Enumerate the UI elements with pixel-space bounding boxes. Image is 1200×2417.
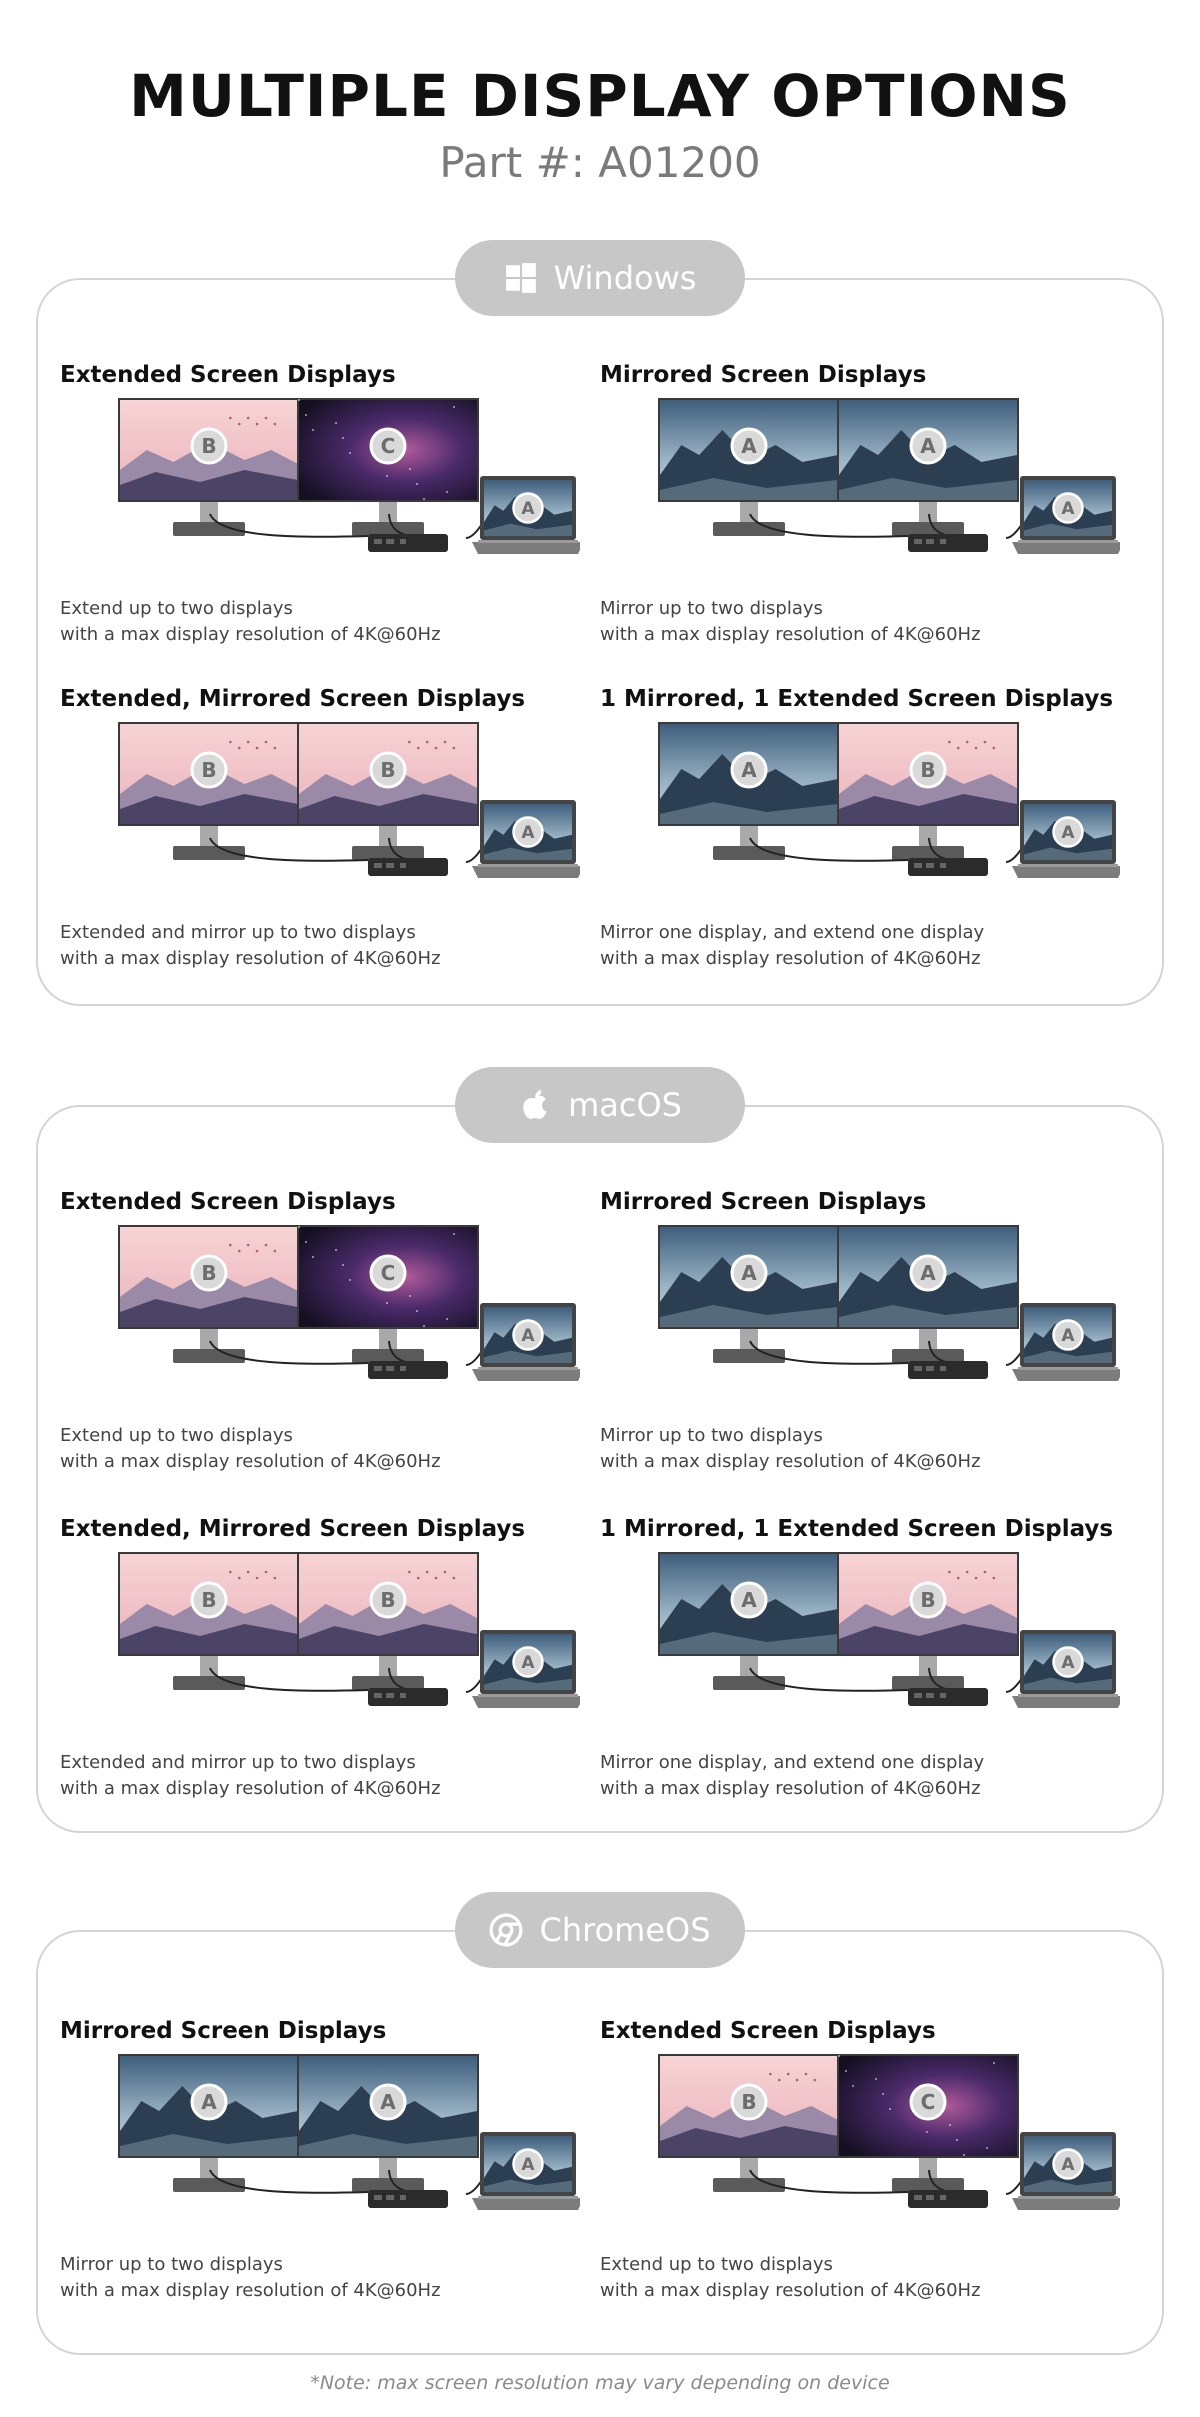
header-title: MULTIPLE DISPLAY OPTIONS: [129, 62, 1071, 130]
laptop: [1012, 476, 1120, 554]
monitor-stand: [713, 1329, 785, 1363]
svg-text:A: A: [521, 1652, 535, 1673]
os-pill-macos: [455, 1067, 745, 1143]
laptop: [1012, 1630, 1120, 1708]
option-illustration: [100, 1225, 580, 1405]
docking-station: [368, 858, 448, 876]
option-title: 1 Mirrored, 1 Extended Screen Displays: [600, 686, 1114, 712]
svg-text:A: A: [741, 758, 757, 782]
cable: [466, 2180, 482, 2194]
svg-text:A: A: [521, 1325, 535, 1346]
svg-text:A: A: [1061, 498, 1075, 519]
description-line-1: Extend up to two displays: [600, 2254, 833, 2275]
svg-text:A: A: [380, 2090, 396, 2114]
docking-station: [908, 858, 988, 876]
monitor-stand: [892, 1656, 964, 1690]
monitor-1: [658, 2054, 840, 2158]
svg-text:A: A: [521, 498, 535, 519]
svg-text:A: A: [741, 1588, 757, 1612]
cable: [1006, 1351, 1022, 1365]
monitor-1-badge: [732, 2085, 766, 2119]
monitor-stand: [173, 2158, 245, 2192]
laptop: [1012, 2132, 1120, 2210]
display-setup-illustration: [640, 1552, 1120, 1728]
cable: [1006, 848, 1022, 862]
monitor-1-badge: [732, 753, 766, 787]
option-description: [600, 920, 1160, 972]
monitor-1: [658, 1225, 840, 1329]
svg-text:A: A: [741, 1261, 757, 1285]
option-title: Mirrored Screen Displays: [600, 1189, 927, 1215]
cable: [466, 524, 482, 538]
monitor-1-badge: [192, 753, 226, 787]
option-illustration: [640, 1552, 1120, 1732]
svg-text:A: A: [521, 822, 535, 843]
display-setup-illustration: [100, 1552, 580, 1728]
option-illustration: [640, 398, 1120, 578]
laptop-badge: [1054, 494, 1083, 523]
monitor-2-badge: [911, 1256, 945, 1290]
monitor-1-badge: [192, 429, 226, 463]
cable: [466, 1678, 482, 1692]
svg-text:A: A: [201, 2090, 217, 2114]
description-line-2: with a max display resolution of 4K@60Hz: [600, 2280, 981, 2301]
monitor-2: [837, 2054, 1019, 2158]
docking-station: [368, 534, 448, 552]
laptop-badge: [1054, 1648, 1083, 1677]
description-line-2: with a max display resolution of 4K@60Hz: [600, 1778, 981, 1799]
apple-icon: [518, 1088, 552, 1122]
svg-text:B: B: [201, 434, 217, 458]
docking-station: [368, 2190, 448, 2208]
option-title: Mirrored Screen Displays: [60, 2018, 387, 2044]
description-line-2: with a max display resolution of 4K@60Hz: [600, 948, 981, 969]
monitor-1: [118, 398, 300, 502]
monitor-2-badge: [911, 1583, 945, 1617]
monitor-stand: [892, 1329, 964, 1363]
option-description: [60, 1423, 620, 1475]
svg-text:B: B: [920, 758, 936, 782]
part-number: Part #: A01200: [439, 138, 761, 187]
monitor-2-badge: [911, 429, 945, 463]
monitor-1: [658, 398, 840, 502]
laptop-badge: [514, 2150, 543, 2179]
monitor-1-badge: [192, 1583, 226, 1617]
option-description: [60, 2252, 620, 2304]
laptop: [472, 1303, 580, 1381]
option-description: [600, 1750, 1160, 1802]
monitor-2: [837, 1552, 1019, 1656]
monitor-2: [297, 722, 479, 826]
monitor-stand: [713, 502, 785, 536]
monitor-stand: [713, 2158, 785, 2192]
monitor-1: [118, 722, 300, 826]
svg-text:A: A: [741, 434, 757, 458]
monitor-stand: [173, 1329, 245, 1363]
description-line-1: Extend up to two displays: [60, 1425, 293, 1446]
monitor-2-badge: [371, 753, 405, 787]
option-description: [60, 1750, 620, 1802]
docking-station: [908, 2190, 988, 2208]
monitor-2-badge: [371, 1583, 405, 1617]
laptop: [472, 2132, 580, 2210]
svg-text:A: A: [1061, 822, 1075, 843]
monitor-1: [118, 1225, 300, 1329]
monitor-1: [118, 2054, 300, 2158]
monitor-1: [118, 1552, 300, 1656]
option-illustration: [640, 722, 1120, 902]
option-title: 1 Mirrored, 1 Extended Screen Displays: [600, 1516, 1114, 1542]
option-description: [600, 1423, 1160, 1475]
display-setup-illustration: [640, 722, 1120, 898]
description-line-1: Mirror up to two displays: [60, 2254, 283, 2275]
option-description: [60, 920, 620, 972]
description-line-2: with a max display resolution of 4K@60Hz: [60, 1451, 441, 1472]
svg-text:B: B: [201, 1261, 217, 1285]
option-illustration: [100, 2054, 580, 2234]
monitor-1-badge: [732, 429, 766, 463]
svg-text:C: C: [920, 2090, 936, 2114]
laptop-badge: [514, 494, 543, 523]
description-line-1: Mirror one display, and extend one display: [600, 922, 985, 943]
cable: [1006, 524, 1022, 538]
laptop-badge: [514, 818, 543, 847]
laptop-badge: [1054, 2150, 1083, 2179]
os-pill-windows: [455, 240, 745, 316]
description-line-2: with a max display resolution of 4K@60Hz: [600, 624, 981, 645]
footnote: *Note: max screen resolution may vary depending on device: [310, 2372, 890, 2394]
monitor-2: [837, 1225, 1019, 1329]
description-line-1: Extend up to two displays: [60, 598, 293, 619]
laptop: [472, 1630, 580, 1708]
monitor-stand: [892, 2158, 964, 2192]
svg-text:C: C: [380, 1261, 396, 1285]
cable: [466, 848, 482, 862]
laptop: [472, 476, 580, 554]
svg-text:B: B: [741, 2090, 757, 2114]
svg-text:B: B: [380, 1588, 396, 1612]
svg-text:A: A: [1061, 2154, 1075, 2175]
monitor-2: [297, 2054, 479, 2158]
svg-text:C: C: [380, 434, 396, 458]
windows-icon: [504, 261, 538, 295]
os-pill-chromeos: [455, 1892, 745, 1968]
monitor-1-badge: [732, 1583, 766, 1617]
monitor-2-badge: [371, 2085, 405, 2119]
option-illustration: [640, 2054, 1120, 2234]
monitor-2: [297, 398, 479, 502]
monitor-2-badge: [911, 2085, 945, 2119]
monitor-1: [658, 1552, 840, 1656]
monitor-2: [297, 1225, 479, 1329]
description-line-2: with a max display resolution of 4K@60Hz: [60, 624, 441, 645]
docking-station: [908, 1361, 988, 1379]
svg-text:A: A: [521, 2154, 535, 2175]
laptop-badge: [514, 1648, 543, 1677]
monitor-2: [837, 398, 1019, 502]
option-title: Extended Screen Displays: [600, 2018, 936, 2044]
svg-text:B: B: [201, 1588, 217, 1612]
option-title: Extended, Mirrored Screen Displays: [60, 1516, 526, 1542]
description-line-2: with a max display resolution of 4K@60Hz: [60, 948, 441, 969]
svg-text:A: A: [920, 434, 936, 458]
option-illustration: [100, 398, 580, 578]
monitor-stand: [352, 2158, 424, 2192]
chrome-icon: [489, 1913, 523, 1947]
monitor-2-badge: [371, 429, 405, 463]
os-label: Windows: [553, 259, 697, 297]
svg-text:A: A: [920, 1261, 936, 1285]
option-description: [60, 596, 620, 648]
monitor-2-badge: [911, 753, 945, 787]
cable: [1006, 1678, 1022, 1692]
monitor-stand: [173, 1656, 245, 1690]
monitor-2: [837, 722, 1019, 826]
monitor-stand: [892, 502, 964, 536]
description-line-1: Mirror up to two displays: [600, 1425, 823, 1446]
monitor-stand: [713, 1656, 785, 1690]
monitor-stand: [352, 1329, 424, 1363]
option-illustration: [100, 1552, 580, 1732]
monitor-stand: [352, 826, 424, 860]
display-setup-illustration: [640, 2054, 1120, 2230]
description-line-2: with a max display resolution of 4K@60Hz: [60, 1778, 441, 1799]
description-line-1: Extended and mirror up to two displays: [60, 922, 416, 943]
laptop-badge: [514, 1321, 543, 1350]
laptop: [472, 800, 580, 878]
monitor-2-badge: [371, 1256, 405, 1290]
svg-text:A: A: [1061, 1325, 1075, 1346]
display-setup-illustration: [100, 722, 580, 898]
os-label: macOS: [568, 1086, 682, 1124]
monitor-stand: [713, 826, 785, 860]
option-title: Mirrored Screen Displays: [600, 362, 927, 388]
cable: [466, 1351, 482, 1365]
description-line-1: Mirror one display, and extend one display: [600, 1752, 985, 1773]
laptop-badge: [1054, 818, 1083, 847]
monitor-stand: [892, 826, 964, 860]
description-line-2: with a max display resolution of 4K@60Hz: [600, 1451, 981, 1472]
option-illustration: [640, 1225, 1120, 1405]
option-description: [600, 596, 1160, 648]
monitor-1-badge: [192, 1256, 226, 1290]
monitor-1: [658, 722, 840, 826]
laptop: [1012, 1303, 1120, 1381]
display-setup-illustration: [640, 1225, 1120, 1401]
monitor-1-badge: [732, 1256, 766, 1290]
option-illustration: [100, 722, 580, 902]
monitor-2: [297, 1552, 479, 1656]
monitor-stand: [173, 502, 245, 536]
docking-station: [368, 1361, 448, 1379]
option-title: Extended, Mirrored Screen Displays: [60, 686, 526, 712]
display-setup-illustration: [640, 398, 1120, 574]
svg-text:B: B: [920, 1588, 936, 1612]
cable: [1006, 2180, 1022, 2194]
monitor-stand: [352, 1656, 424, 1690]
option-description: [600, 2252, 1160, 2304]
description-line-2: with a max display resolution of 4K@60Hz: [60, 2280, 441, 2301]
monitor-stand: [352, 502, 424, 536]
docking-station: [368, 1688, 448, 1706]
monitor-1-badge: [192, 2085, 226, 2119]
display-setup-illustration: [100, 2054, 580, 2230]
option-title: Extended Screen Displays: [60, 362, 396, 388]
svg-text:B: B: [201, 758, 217, 782]
laptop-badge: [1054, 1321, 1083, 1350]
monitor-stand: [173, 826, 245, 860]
display-setup-illustration: [100, 398, 580, 574]
laptop: [1012, 800, 1120, 878]
display-setup-illustration: [100, 1225, 580, 1401]
docking-station: [908, 534, 988, 552]
svg-text:B: B: [380, 758, 396, 782]
docking-station: [908, 1688, 988, 1706]
description-line-1: Extended and mirror up to two displays: [60, 1752, 416, 1773]
option-title: Extended Screen Displays: [60, 1189, 396, 1215]
os-label: ChromeOS: [539, 1911, 711, 1949]
description-line-1: Mirror up to two displays: [600, 598, 823, 619]
svg-text:A: A: [1061, 1652, 1075, 1673]
